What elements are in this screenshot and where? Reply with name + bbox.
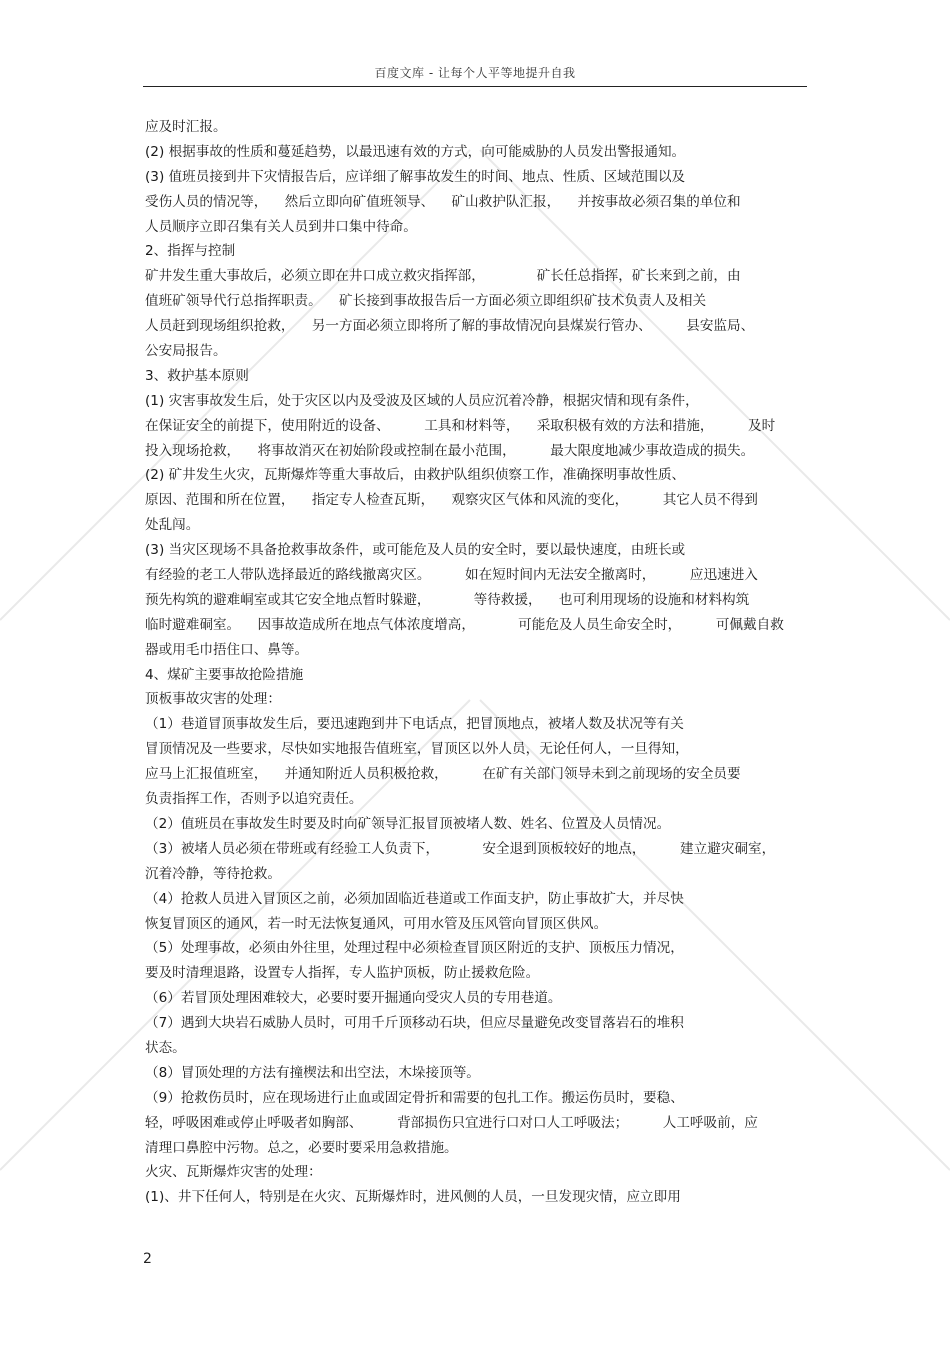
text-line: 要及时清理退路，设置专人指挥，专人监护顶板，防止援救危险。 xyxy=(145,965,540,982)
text-line: (2) 根据事故的性质和蔓延趋势，以最迅速有效的方式，向可能威胁的人员发出警报通知。 xyxy=(145,143,686,160)
text-line: 应及时汇报。 xyxy=(145,119,227,135)
text-line: 在保证安全的前提下，使用附近的设备、 工具和材料等， 采取积极有效的方法和措施， 及时 xyxy=(145,417,776,434)
section-heading: 3、救护基本原则 xyxy=(145,367,249,384)
text-line: 原因、范围和所在位置， 指定专人检查瓦斯， 观察灾区气体和风流的变化， 其它人员不得到 xyxy=(145,492,758,509)
section-heading: 2、指挥与控制 xyxy=(145,243,236,260)
text-line: （2）值班员在事故发生时要及时向矿领导汇报冒顶被堵人数、姓名、位置及人员情况。 xyxy=(145,815,671,832)
text-line: (1)、井下任何人，特别是在火灾、瓦斯爆炸时，进风侧的人员，一旦发现灾情，应立即用 xyxy=(145,1189,681,1206)
text-line: （7）遇到大块岩石威胁人员时，可用千斤顶移动石块，但应尽量避免改变冒落岩石的堆积 xyxy=(145,1015,684,1032)
text-line: 恢复冒顶区的通风，若一时无法恢复通风，可用水管及压风管向冒顶区供风。 xyxy=(145,915,608,932)
text-line: 轻，呼吸困难或停止呼吸者如胸部、 背部损伤只宜进行口对口人工呼吸法； 人工呼吸前，应 xyxy=(145,1114,758,1131)
text-line: (1) 灾害事故发生后，处于灾区以内及受波及区域的人员应沉着冷静，根据灾情和现有条件， xyxy=(145,392,699,409)
text-line: （4）抢救人员进入冒顶区之前，必须加固临近巷道或工作面支护，防止事故扩大，并尽快 xyxy=(145,890,684,907)
page-header: 百度文库 - 让每个人平等地提升自我 xyxy=(374,66,576,80)
text-line: 预先构筑的避难峒室或其它安全地点暂时躲避， 等待救援， 也可利用现场的设施和材料构筑 xyxy=(145,591,750,608)
header-divider xyxy=(143,86,807,87)
subsection-heading: 火灾、瓦斯爆炸灾害的处理： xyxy=(145,1164,322,1181)
text-line: 负责指挥工作，否则予以追究责任。 xyxy=(145,791,363,808)
text-line: (3) 值班员接到井下灾情报告后，应详细了解事故发生的时间、地点、性质、区域范围以及 xyxy=(145,168,686,185)
text-line: 冒顶情况及一些要求，尽快如实地报告值班室，冒顶区以外人员，无论任何人，一旦得知， xyxy=(145,741,689,758)
text-line: 器或用毛巾捂住口、鼻等。 xyxy=(145,641,309,658)
text-line: （1）巷道冒顶事故发生后，要迅速跑到井下电话点，把冒顶地点，被堵人数及状况等有关 xyxy=(145,716,684,733)
text-line: 值班矿领导代行总指挥职责。 矿长接到事故报告后一方面必须立即组织矿技术负责人及相关 xyxy=(145,293,707,310)
text-line: 受伤人员的情况等， 然后立即向矿值班领导、 矿山救护队汇报， 并按事故必须召集的单位和 xyxy=(145,193,741,210)
text-line: 状态。 xyxy=(145,1039,186,1056)
text-line: 有经验的老工人带队选择最近的路线撤离灾区。 如在短时间内无法安全撤离时， 应迅速进入 xyxy=(145,567,758,584)
text-line: 应马上汇报值班室， 并通知附近人员积极抢救， 在矿有关部门领导未到之前现场的安全员要 xyxy=(145,766,741,783)
page-number: 2 xyxy=(143,1251,152,1267)
section-heading: 4、煤矿主要事故抢险措施 xyxy=(145,666,304,683)
text-line: 临时避难硐室。 因事故造成所在地点气体浓度增高， 可能危及人员生命安全时， 可佩戴自救 xyxy=(145,616,784,633)
text-line: 人员顺序立即召集有关人员到井口集中待命。 xyxy=(145,218,417,235)
text-line: （9）抢救伤员时，应在现场进行止血或固定骨折和需要的包扎工作。搬运伤员时，要稳、 xyxy=(145,1089,684,1106)
text-line: 清理口鼻腔中污物。总之，必要时要采用急救措施。 xyxy=(145,1139,458,1156)
text-line: (3) 当灾区现场不具备抢救事故条件，或可能危及人员的安全时，要以最快速度，由班长或 xyxy=(145,542,686,559)
text-line: （8）冒顶处理的方法有撞楔法和出空法，木垛接顶等。 xyxy=(145,1064,480,1081)
text-line: 矿井发生重大事故后，必须立即在井口成立救灾指挥部， 矿长任总指挥，矿长来到之前，由 xyxy=(145,268,741,285)
text-line: 公安局报告。 xyxy=(145,343,227,360)
text-line: （3）被堵人员必须在带班或有经验工人负责下， 安全退到顶板较好的地点， 建立避灾硐室， xyxy=(145,840,776,857)
subsection-heading: 顶板事故灾害的处理： xyxy=(145,691,281,708)
document-body xyxy=(145,115,809,1210)
text-line: （6）若冒顶处理困难较大，必要时要开掘通向受灾人员的专用巷道。 xyxy=(145,990,562,1007)
text-line: （5）处理事故，必须由外往里，处理过程中必须检查冒顶区附近的支护、顶板压力情况， xyxy=(145,940,684,957)
text-line: (2) 矿井发生火灾，瓦斯爆炸等重大事故后，由救护队组织侦察工作，准确探明事故性质、 xyxy=(145,467,686,484)
text-line: 投入现场抢救， 将事故消灭在初始阶段或控制在最小范围， 最大限度地减少事故造成的损失。 xyxy=(145,442,755,459)
text-line: 处乱闯。 xyxy=(145,517,200,534)
text-line: 人员赶到现场组织抢救， 另一方面必须立即将所了解的事故情况向县煤炭行管办、 县安监局、 xyxy=(145,318,755,335)
text-line: 沉着冷静，等待抢救。 xyxy=(145,865,281,882)
